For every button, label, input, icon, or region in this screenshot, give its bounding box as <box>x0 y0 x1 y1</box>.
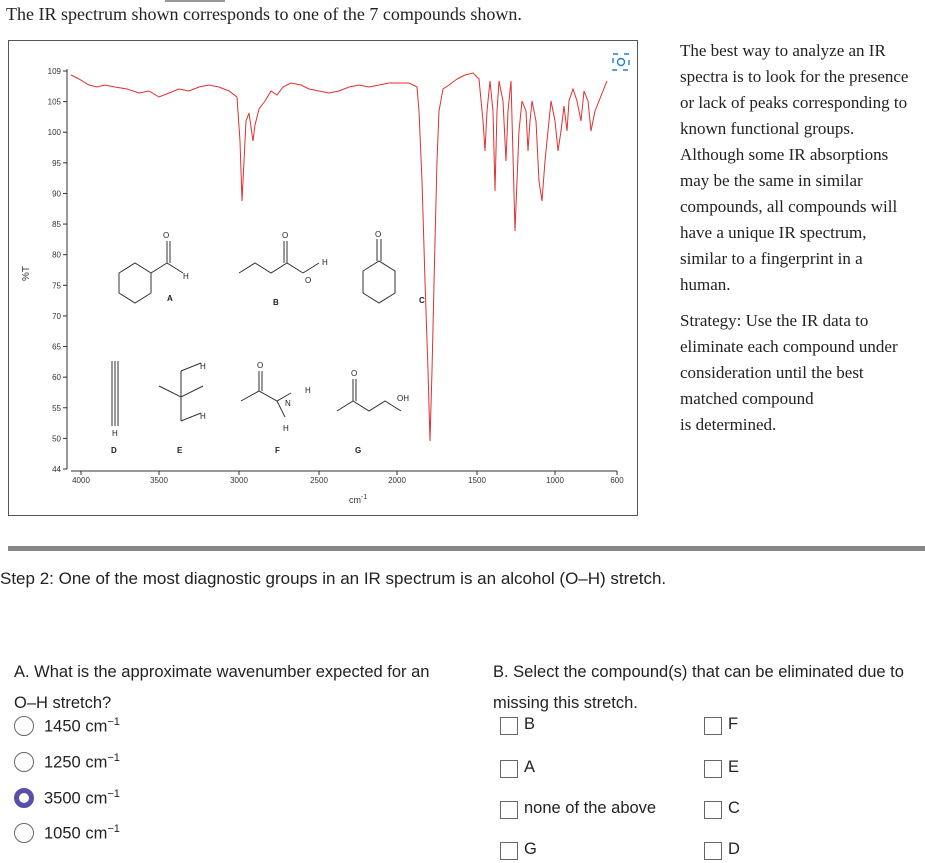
radio-option-unit-exponent: −1 <box>107 823 120 835</box>
y-tick-label: 100 <box>47 128 61 138</box>
radio-1450[interactable] <box>14 716 34 736</box>
radio-1050[interactable] <box>14 823 34 843</box>
radio-option-unit: cm <box>85 824 108 843</box>
checkbox-none[interactable] <box>500 801 518 819</box>
compound-label-f: F <box>275 446 280 455</box>
y-tick-label: 80 <box>52 250 61 260</box>
radio-option-unit: cm <box>85 753 108 772</box>
compound-labels <box>111 294 425 455</box>
checkbox-g[interactable] <box>500 842 518 860</box>
radio-option-value: 1250 <box>44 753 81 772</box>
radio-option-value: 1050 <box>44 824 81 843</box>
y-tick-label: 60 <box>52 373 61 383</box>
top-divider <box>165 0 225 2</box>
atom-label-h: H <box>322 258 328 267</box>
spectrum-line <box>71 73 607 441</box>
section-divider <box>8 546 925 551</box>
radio-label-1250[interactable] <box>44 752 120 773</box>
checkbox-c[interactable] <box>704 801 722 819</box>
compound-structures <box>112 239 401 426</box>
checkbox-label-b[interactable]: B <box>524 715 536 733</box>
radio-1250[interactable] <box>14 752 34 772</box>
compound-a-ring <box>119 263 151 303</box>
radio-option-value: 3500 <box>44 789 81 808</box>
zoom-camera-icon[interactable] <box>613 54 629 70</box>
radio-option-unit: cm <box>85 717 108 736</box>
x-tick-label: 3500 <box>150 476 168 485</box>
compound-f-chain <box>241 391 291 401</box>
y-tick-label: 70 <box>52 311 61 321</box>
y-tick-label: 65 <box>52 342 61 352</box>
y-tick-label: 85 <box>52 220 61 230</box>
checkbox-label-c[interactable]: C <box>728 799 740 817</box>
checkbox-label-f[interactable]: F <box>728 715 739 733</box>
checkbox-label-d[interactable]: D <box>728 840 740 858</box>
radio-option-unit-exponent: −1 <box>107 788 120 800</box>
atom-label-o: O <box>351 369 358 378</box>
question-b-prompt: B. Select the compound(s) that can be eliminated due to missing this stretch. <box>493 663 904 712</box>
compound-label-g: G <box>355 446 362 455</box>
radio-3500-selected[interactable] <box>14 788 34 808</box>
compound-g-chain <box>337 401 401 411</box>
y-tick-label: 44 <box>52 465 61 474</box>
atom-label-n: N <box>285 399 291 408</box>
x-tick-label: 4000 <box>72 476 90 485</box>
question-a-prompt: A. What is the approximate wavenumber expected for an O–H stretch? <box>14 663 430 712</box>
y-tick-label: 55 <box>52 403 61 413</box>
ir-spectrum-svg <box>9 41 637 515</box>
y-axis-label: %T <box>21 266 32 281</box>
radio-option-unit-exponent: −1 <box>107 752 120 764</box>
x-tick-label: 600 <box>610 476 624 485</box>
checkbox-b[interactable] <box>500 717 518 735</box>
radio-option-unit-exponent: −1 <box>107 716 120 728</box>
checkbox-d[interactable] <box>704 842 722 860</box>
y-tick-label: 109 <box>47 67 61 76</box>
y-tick-label: 95 <box>52 158 61 168</box>
radio-label-1450[interactable] <box>44 716 120 737</box>
atom-label-oh: OH <box>397 394 409 403</box>
side-paragraph-2-line1: Strategy: Use the IR data to eliminate each compound under consideration until the best matched compound <box>680 311 898 408</box>
atom-label-h: H <box>112 429 118 438</box>
step-text: Step 2: One of the most diagnostic groups in an IR spectrum is an alcohol (O–H) stretch. <box>0 569 667 588</box>
compound-label-b: B <box>273 298 279 307</box>
atom-label-o: O <box>305 276 312 285</box>
x-tick-label: 2500 <box>310 476 328 485</box>
compound-b-chain <box>239 263 303 273</box>
checkbox-label-none[interactable]: none of the above <box>524 799 657 817</box>
checkbox-a[interactable] <box>500 760 518 778</box>
radio-option-value: 1450 <box>44 717 81 736</box>
side-panel <box>680 38 916 448</box>
x-tick-label: 1000 <box>546 476 564 485</box>
y-tick-label: 50 <box>52 434 61 444</box>
radio-option-unit: cm <box>85 789 108 808</box>
atom-label-h: H <box>200 362 206 371</box>
intro-text: The IR spectrum shown corresponds to one of the 7 compounds shown. <box>6 4 522 24</box>
atom-labels <box>112 230 409 438</box>
y-ticks <box>48 67 67 474</box>
x-tick-label: 2000 <box>388 476 406 485</box>
atom-label-h: H <box>283 424 289 433</box>
checkbox-e[interactable] <box>704 760 722 778</box>
radio-label-3500[interactable] <box>44 788 120 809</box>
compound-label-a: A <box>167 294 173 303</box>
y-tick-label: 105 <box>47 97 61 107</box>
x-ticks <box>72 471 624 485</box>
side-paragraph-2 <box>680 308 916 438</box>
y-tick-label: 75 <box>52 281 61 291</box>
compound-c-ring <box>363 261 395 303</box>
side-paragraph-2-line2: is determined. <box>680 415 777 434</box>
atom-label-o: O <box>282 231 289 240</box>
checkbox-label-g[interactable]: G <box>524 840 537 858</box>
compound-label-c: C <box>419 296 425 305</box>
x-axis-label: $cm^{-1}$ <box>349 494 368 505</box>
side-paragraph-1: The best way to analyze an IR spectra is to look for the presence or lack of peaks corresponding to known functional groups. Although some IR absorptions may be the same in similar compounds, all compounds will have a unique IR spectrum, similar to a fingerprint in a human. <box>680 41 909 294</box>
checkbox-label-a[interactable]: A <box>524 758 536 776</box>
atom-label-h: H <box>305 386 311 395</box>
atom-label-o: O <box>375 230 382 239</box>
x-tick-label: 1500 <box>468 476 486 485</box>
checkbox-label-e[interactable]: E <box>728 758 740 776</box>
atom-label-h: H <box>183 272 189 281</box>
y-tick-label: 90 <box>52 189 61 199</box>
atom-label-o: O <box>163 231 170 240</box>
atom-label-o: O <box>257 361 264 370</box>
ir-spectrum-figure <box>8 40 638 516</box>
compound-label-d: D <box>111 446 117 455</box>
x-tick-label: 3000 <box>230 476 248 485</box>
atom-label-h: H <box>200 412 206 421</box>
checkbox-f[interactable] <box>704 717 722 735</box>
compound-label-e: E <box>177 446 183 455</box>
radio-label-1050[interactable] <box>44 823 120 844</box>
